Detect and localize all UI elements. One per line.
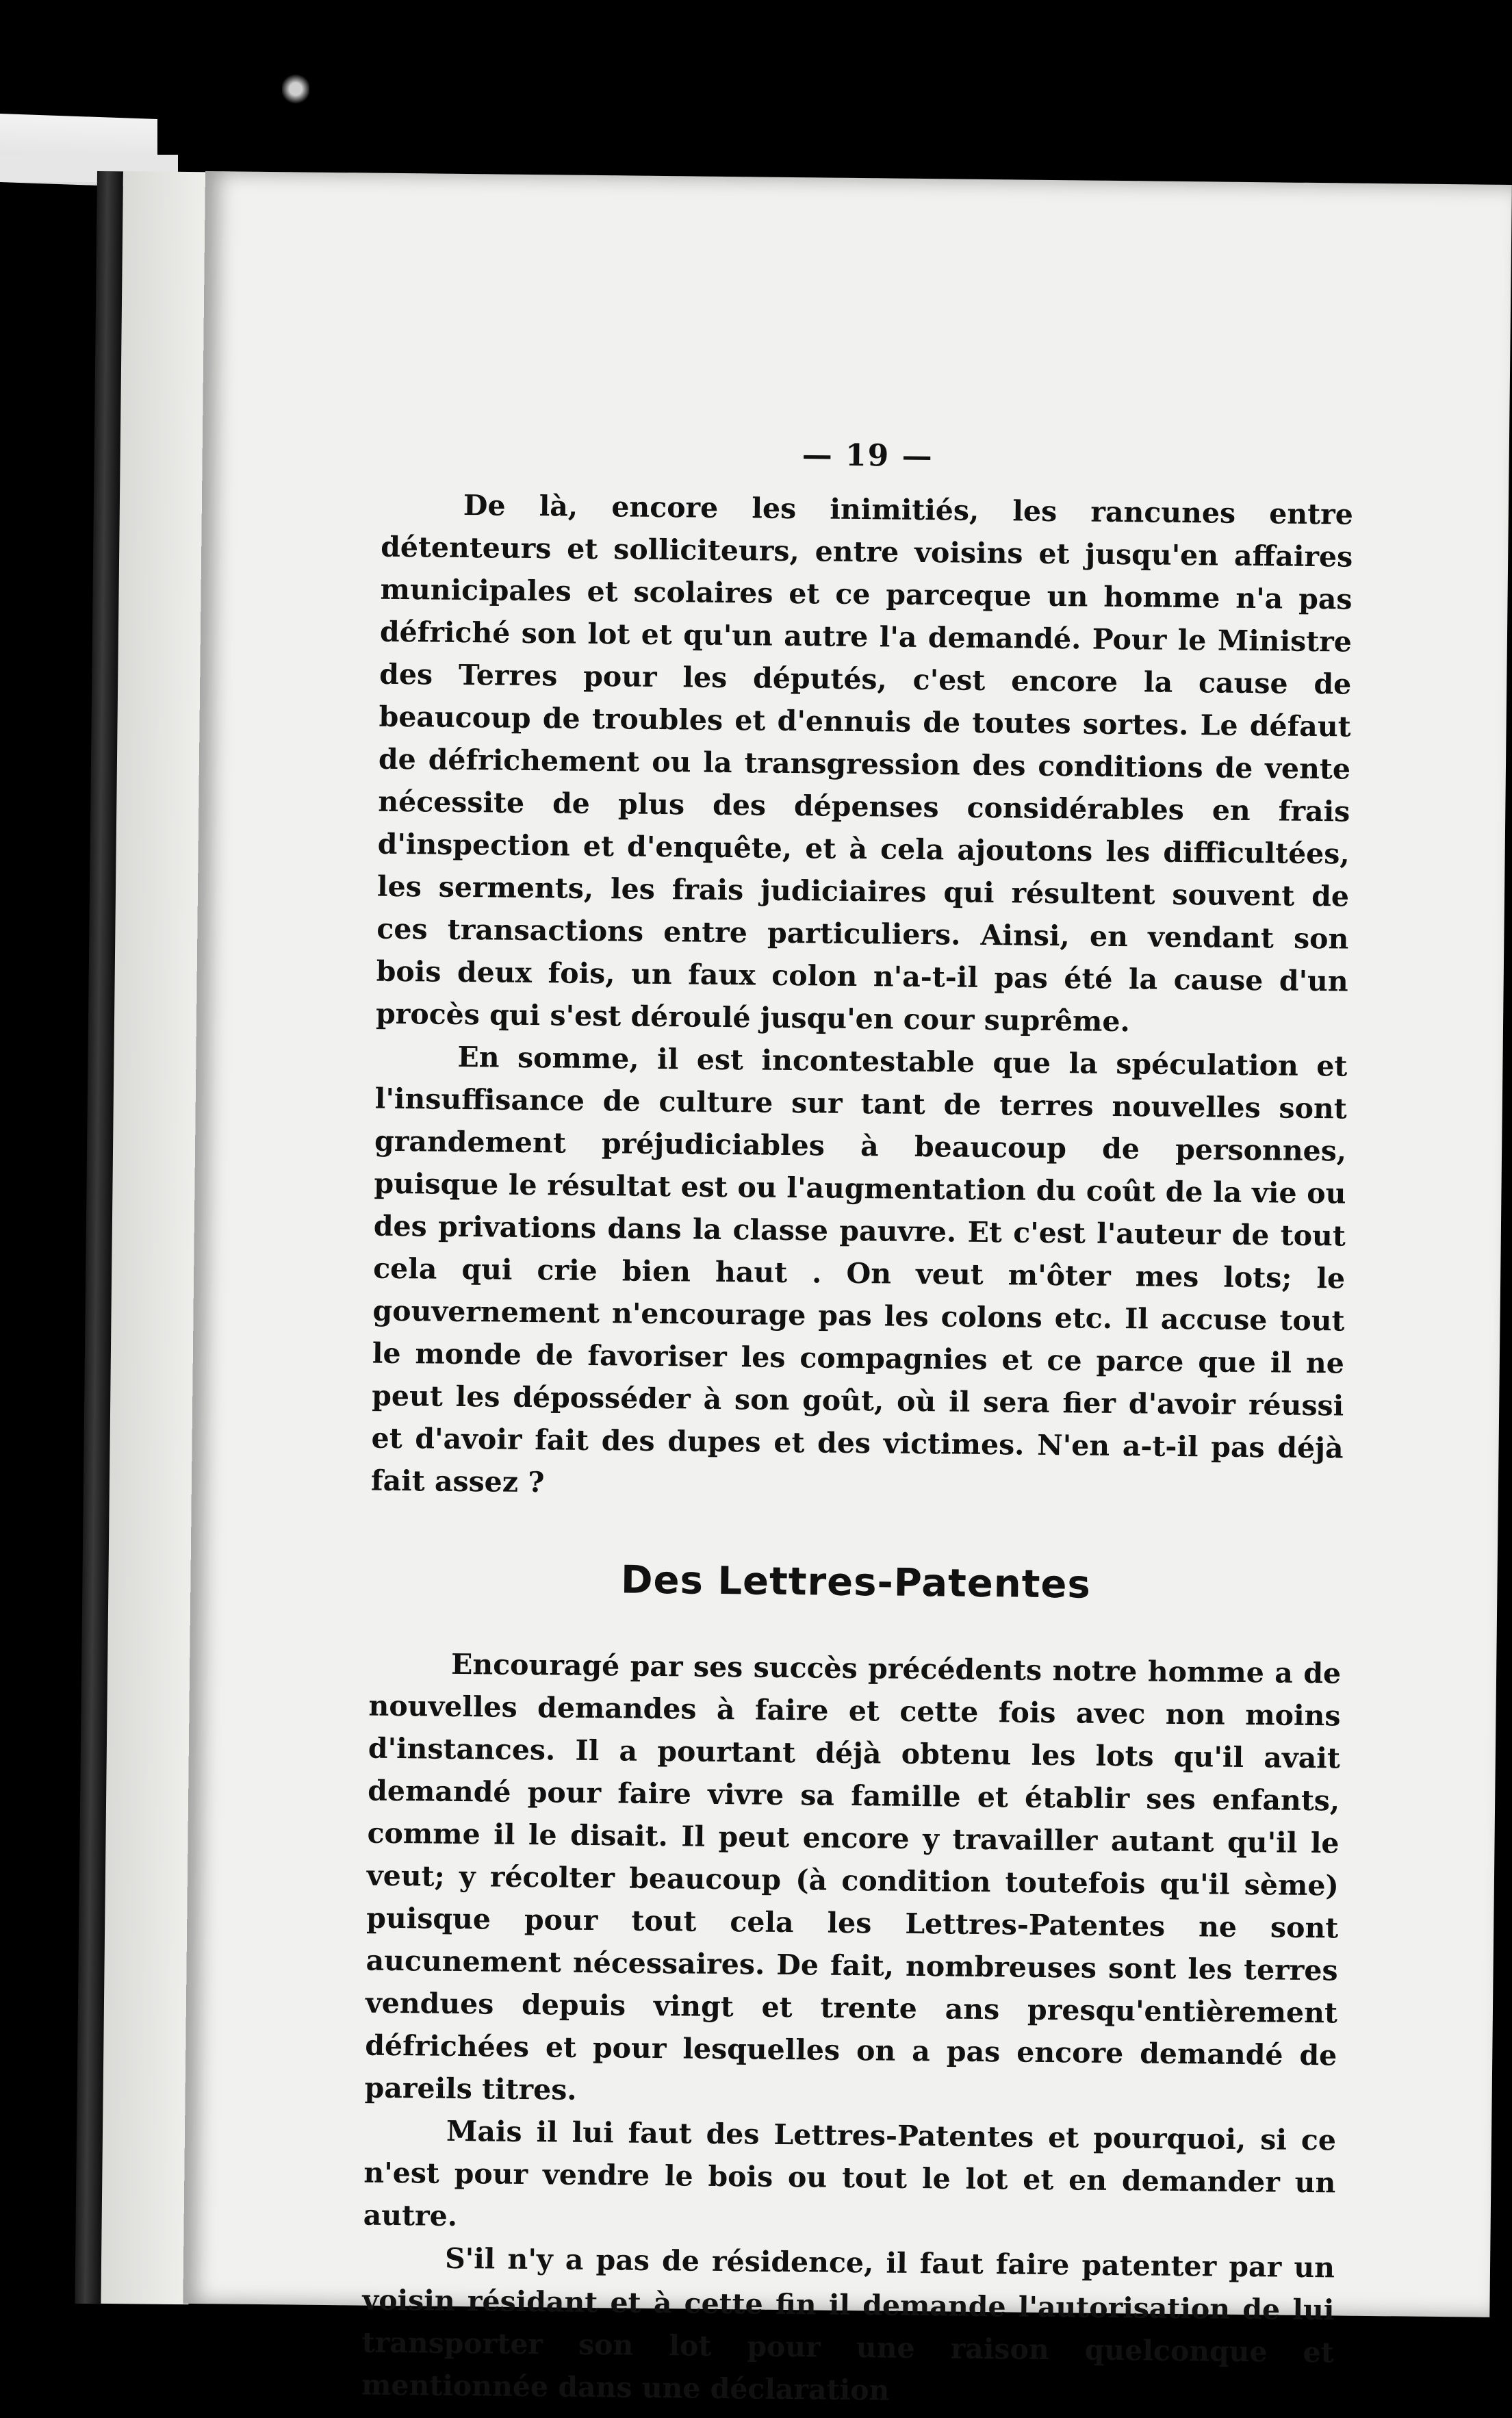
page-content xyxy=(361,433,1354,2417)
paragraph: De là, encore les inimitiés, les rancunes entre détenteurs et solliciteurs, entre voisins et jusqu'en affaires municipales et scolaires et ce parceque un homme n'a pas défriché son lot et qu'un autre l'a demandé. Pour le Ministre des Terres pour les députés, c'est encore la cause de beaucoup de troubles et d'ennuis de toutes sortes. Le défaut de défrichement ou la transgression des conditions de vente nécessite de plus des dépenses considérables en frais d'inspection et d'enquête, et à cela ajoutons les difficultées, les serments, les frais judiciaires qui résultent souvent de ces transactions entre particuliers. Ainsi, en vendant son bois deux fois, un faux colon n'a-t-il pas été la cause d'un procès qui s'est déroulé jusqu'en cour suprême. xyxy=(375,488,1354,1039)
paragraph: Mais il lui faut des Lettres-Patentes et pourquoi, si ce n'est pour vendre le bois ou tout le lot et en demander un autre. xyxy=(363,2114,1337,2233)
paragraph: S'il n'y a pas de résidence, il faut faire patenter par un voisin résidant et à cette fin il demande l'autorisation de lui transporter son lot pour une raison quelconque et mentionnée dans une déclaration xyxy=(361,2241,1335,2407)
page-number: — 19 — xyxy=(802,437,934,474)
book-page xyxy=(183,171,1512,2407)
paragraph: Encouragé par ses succès précédents notre homme a de nouvelles demandes à faire et cette fois avec non moins d'instances. Il a pourtant déjà obtenu les lots qu'il avait demandé pour faire vivre sa famille et établir ses enfants, comme il le disait. Il peut encore y travailler autant qu'il le veut; y récolter beaucoup (à condition toutefois qu'il sème) puisque pour tout cela les Lettres-Patentes ne sont aucunement nécessaires. De fait, nombreuses sont les terres vendues depuis vingt et trente ans presqu'entièrement défrichées et pour lesquelles on a pas encore demandé de pareils titres. xyxy=(364,1647,1342,2107)
section-heading: Des Lettres-Patentes xyxy=(620,1557,1092,1607)
paragraph: En somme, il est incontestable que la spéculation et l'insuffisance de culture sur tant de terres nouvelles sont grandement préjudiciables à beaucoup de personnes, puisque le résultat est ou l'augmentation du coût de la vie ou des privations dans la classe pauvre. Et c'est l'auteur de tout cela qui crie bien haut . On veut m'ôter mes lots; le gouvernement n'encourage pas les colons etc. Il accuse tout le monde de favoriser les compagnies et ce parce que il ne peut les déposséder à son goût, où il sera fier d'avoir réussi et d'avoir fait des dupes et des victimes. N'en a-t-il pas déjà fait assez ? xyxy=(370,1040,1348,1499)
dust-speck xyxy=(282,68,309,110)
